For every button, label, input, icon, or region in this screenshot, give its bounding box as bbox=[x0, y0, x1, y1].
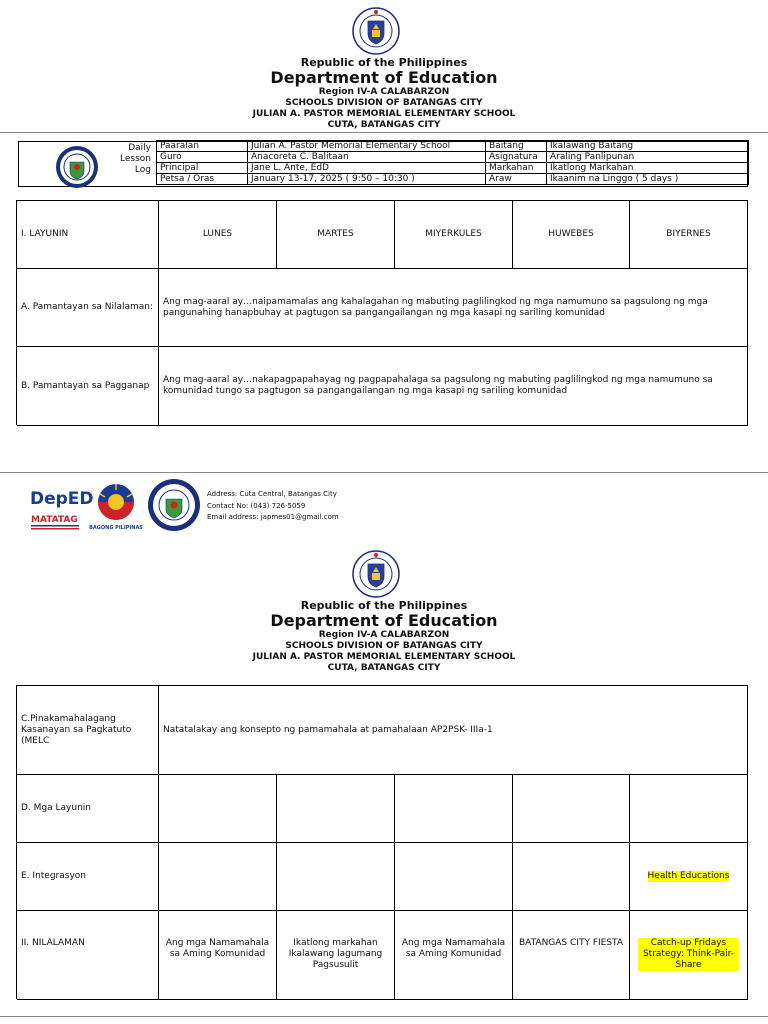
nilalaman-label: II. NILALAMAN bbox=[17, 911, 159, 1000]
location-label: CUTA, BATANGAS CITY bbox=[327, 663, 441, 673]
school-label: JULIAN A. PASTOR MEMORIAL ELEMENTARY SCHOOL bbox=[252, 109, 516, 119]
layunin-cell bbox=[513, 775, 630, 843]
deped-logo-text: DepED bbox=[30, 489, 94, 509]
email-text: Email address: japmes01@gmail.com bbox=[207, 513, 339, 521]
school-logo-icon bbox=[145, 478, 203, 532]
school-label: JULIAN A. PASTOR MEMORIAL ELEMENTARY SCHOOL bbox=[252, 652, 516, 662]
integrasyon-label: E. Integrasyon bbox=[17, 843, 159, 911]
pamantayan-nilalaman-label: A. Pamantayan sa Nilalaman: bbox=[17, 269, 159, 347]
dll-label2-cell: Markahan bbox=[485, 162, 547, 174]
dll-daily-label: Daily bbox=[128, 143, 151, 153]
layunin-heading: I. LAYUNIN bbox=[17, 201, 159, 269]
dll-info-grid bbox=[157, 141, 750, 187]
dll-label2-cell: Asignatura bbox=[485, 151, 547, 163]
region-label: Region IV-A CALABARZON bbox=[318, 87, 450, 97]
dll-value2-cell: Ikaanim na Linggo ( 5 days ) bbox=[546, 173, 749, 185]
page-break-line-bottom bbox=[0, 1016, 768, 1017]
school-seal-icon bbox=[55, 145, 99, 189]
dll-label2-cell: Araw bbox=[485, 173, 547, 185]
dll-lesson-label: Lesson bbox=[120, 154, 151, 164]
deped-seal-icon bbox=[352, 550, 400, 598]
nilalaman-cell: Ang mga Namamahala sa Aming Komunidad bbox=[395, 911, 513, 1000]
region-label: Region IV-A CALABARZON bbox=[318, 630, 450, 640]
dll-label-cell: Guro bbox=[156, 151, 248, 163]
nilalaman-friday-cell bbox=[630, 911, 748, 1000]
lesson-table-2 bbox=[16, 685, 748, 999]
day-header: BIYERNES bbox=[630, 201, 748, 269]
dll-label2-cell: Baitang bbox=[485, 140, 547, 152]
dll-log-label: Log bbox=[134, 165, 151, 175]
republic-label: Republic of the Philippines bbox=[300, 56, 468, 69]
health-educations-text: Health Educations bbox=[647, 871, 730, 881]
melc-label: C.Pinakamahalagang Kasanayan sa Pagkatuto (MELC bbox=[17, 686, 159, 775]
nilalaman-cell: BATANGAS CITY FIESTA bbox=[513, 911, 630, 1000]
catch-up-fridays-text: Catch-up Fridays Strategy: Think-Pair-Share bbox=[638, 938, 739, 971]
division-label: SCHOOLS DIVISION OF BATANGAS CITY bbox=[285, 98, 483, 108]
layunin-cell bbox=[395, 775, 513, 843]
contact-text: Contact No: (043) 726-5059 bbox=[207, 502, 306, 510]
bagong-pilipinas-logo-icon bbox=[90, 482, 142, 532]
dll-value2-cell: Araling Panlipunan bbox=[546, 151, 749, 163]
dll-value-cell: January 13-17, 2025 ( 9:50 – 10:30 ) bbox=[247, 173, 486, 185]
header-divider bbox=[0, 132, 768, 133]
matatag-logo-text: MATATAG bbox=[31, 515, 78, 525]
bagong-pilipinas-text: BAGONG PILIPINAS bbox=[89, 525, 143, 531]
layunin-cell bbox=[630, 775, 748, 843]
melc-text: Natatalakay ang konsepto ng pamamahala at pamahalaan AP2PSK- IIIa-1 bbox=[159, 686, 748, 775]
integrasyon-friday-cell bbox=[630, 843, 748, 911]
day-header: MARTES bbox=[277, 201, 395, 269]
dll-value2-cell: Ikatlong Markahan bbox=[546, 162, 749, 174]
nilalaman-cell: Ikatlong markahan Ikalawang lagumang Pagsusulit bbox=[277, 911, 395, 1000]
department-title: Department of Education bbox=[270, 68, 498, 87]
division-label: SCHOOLS DIVISION OF BATANGAS CITY bbox=[285, 641, 483, 651]
integrasyon-cell bbox=[277, 843, 395, 911]
dll-value2-cell: Ikalawang Baitang bbox=[546, 140, 749, 152]
dll-label-cell: Petsa / Oras bbox=[156, 173, 248, 185]
republic-label: Republic of the Philippines bbox=[300, 599, 468, 612]
mga-layunin-label: D. Mga Layunin bbox=[17, 775, 159, 843]
day-header: LUNES bbox=[159, 201, 277, 269]
integrasyon-cell bbox=[513, 843, 630, 911]
dll-value-cell: Jane L. Ante, EdD bbox=[247, 162, 486, 174]
day-header: HUWEBES bbox=[513, 201, 630, 269]
dll-value-cell: Anacoreta C. Balitaan bbox=[247, 151, 486, 163]
dll-info-table bbox=[18, 141, 748, 187]
dll-value-cell: Julian A. Pastor Memorial Elementary School bbox=[247, 140, 486, 152]
location-label: CUTA, BATANGAS CITY bbox=[327, 120, 441, 130]
layunin-cell bbox=[277, 775, 395, 843]
page-break-line bbox=[0, 472, 768, 473]
dll-label-cell: Paaralan bbox=[156, 140, 248, 152]
lesson-table-1 bbox=[16, 200, 748, 425]
layunin-cell bbox=[159, 775, 277, 843]
deped-matatag-logo-icon bbox=[28, 484, 94, 532]
deped-seal-icon bbox=[352, 7, 400, 55]
department-title: Department of Education bbox=[270, 611, 498, 630]
nilalaman-cell: Ang mga Namamahala sa Aming Komunidad bbox=[159, 911, 277, 1000]
address-text: Address: Cuta Central, Batangas City bbox=[207, 490, 337, 498]
integrasyon-cell bbox=[395, 843, 513, 911]
pamantayan-pagganap-text: Ang mag-aaral ay…nakapagpapahayag ng pagpapahalaga sa pagsulong ng mabuting paglilingkod ng mga namumuno sa komunidad tungo sa pagtugon sa pangangailangan ng mga kasapi ng sariling komunidad bbox=[159, 347, 748, 426]
integrasyon-cell bbox=[159, 843, 277, 911]
dll-label-cell: Principal bbox=[156, 162, 248, 174]
day-header: MIYERKULES bbox=[395, 201, 513, 269]
pamantayan-pagganap-label: B. Pamantayan sa Pagganap bbox=[17, 347, 159, 426]
pamantayan-nilalaman-text: Ang mag-aaral ay…naipamamalas ang kahalagahan ng mabuting paglilingkod ng mga namumuno sa pagsulong ng mga pangunahing hanapbuhay at pagtugon sa pangangailangan ng mga kasapi ng sariling komunidad bbox=[159, 269, 748, 347]
